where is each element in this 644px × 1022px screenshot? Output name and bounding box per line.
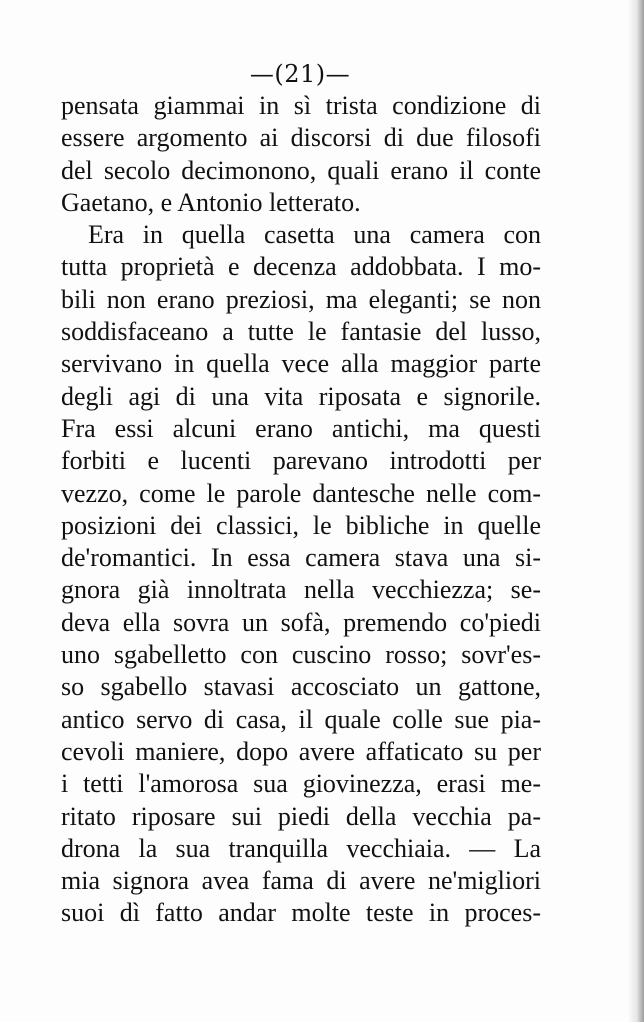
- text-line: drona la sua tranquilla vecchiaia. — La: [61, 833, 541, 863]
- text-line: de'romantici. In essa camera stava una si-: [61, 543, 541, 573]
- text-line: suoi dì fatto andar molte teste in proces-: [61, 898, 541, 928]
- text-line: i tetti l'amorosa sua giovinezza, erasi me-: [61, 769, 541, 799]
- page-edge-shadow: [628, 0, 644, 1022]
- text-line: posizioni dei classici, le bibliche in quelle: [61, 510, 541, 540]
- text-line: Fra essi alcuni erano antichi, ma questi: [61, 413, 541, 443]
- text-line: mia signora avea fama di avere ne'migliori: [61, 866, 541, 896]
- text-line: soddisfaceano a tutte le fantasie del lusso,: [61, 317, 541, 347]
- text-line: degli agi di una vita riposata e signorile.: [61, 381, 541, 411]
- text-line: pensata giammai in sì trista condizione di: [61, 91, 541, 120]
- text-line: servivano in quella vece alla maggior parte: [61, 349, 541, 379]
- text-line: tutta proprietà e decenza addobbata. I mo-: [61, 252, 541, 282]
- text-line: Gaetano, e Antonio letterato.: [61, 187, 361, 217]
- text-line: ritato riposare sui piedi della vecchia pa-: [61, 801, 541, 831]
- text-line: forbiti e lucenti parevano introdotti per: [61, 446, 541, 476]
- text-line: vezzo, come le parole dantesche nelle com-: [61, 478, 541, 508]
- text-line: cevoli maniere, dopo avere affaticato su per: [61, 736, 541, 766]
- text-line: deva ella sovra un sofà, premendo co'piedi: [61, 607, 541, 637]
- page-number: —(21)—: [249, 60, 351, 88]
- body-text: [61, 90, 541, 930]
- text-line: del secolo decimonono, quali erano il conte: [61, 155, 541, 185]
- text-line: essere argomento ai discorsi di due filosofi: [61, 123, 541, 153]
- text-line: bili non erano preziosi, ma eleganti; se non: [61, 284, 541, 314]
- text-line: gnora già innoltrata nella vecchiezza; se-: [61, 575, 541, 605]
- text-line: Era in quella casetta una camera con: [88, 220, 541, 250]
- text-line: so sgabello stavasi accosciato un gattone,: [61, 672, 541, 702]
- text-line: uno sgabelletto con cuscino rosso; sovr'es-: [61, 640, 541, 670]
- text-line: antico servo di casa, il quale colle sue pia-: [61, 704, 541, 734]
